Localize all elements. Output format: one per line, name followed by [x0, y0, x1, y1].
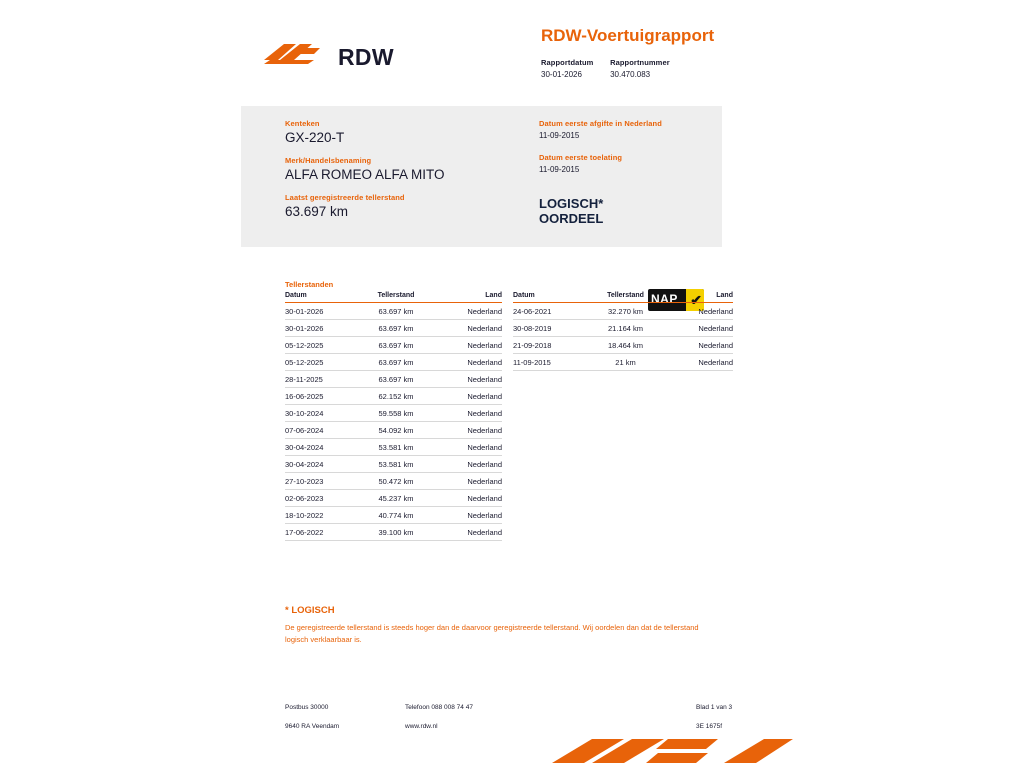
cell-datum: 18-10-2022: [285, 507, 357, 524]
footer-address-line1: Postbus 30000: [285, 704, 329, 711]
cell-tellerstand: 45.237 km: [357, 490, 435, 507]
table-row: [285, 524, 502, 541]
kenteken-label: Kenteken: [285, 119, 320, 128]
cell-tellerstand: 53.581 km: [357, 456, 435, 473]
col-land: Land: [435, 292, 502, 303]
cell-tellerstand: 63.697 km: [357, 371, 435, 388]
cell-datum: 16-06-2025: [285, 388, 357, 405]
meta-rapportnummer-value: 30.470.083: [610, 70, 651, 79]
cell-tellerstand: 63.697 km: [357, 337, 435, 354]
meta-rapportnummer: [610, 58, 740, 79]
cell-datum: 05-12-2025: [285, 337, 357, 354]
kenteken-value: GX-220-T: [285, 130, 345, 145]
cell-land: Nederland: [435, 303, 502, 320]
footnote-title: * LOGISCH: [285, 605, 335, 616]
verdict-line-2: OORDEEL: [539, 210, 604, 226]
table-row: [285, 303, 502, 320]
check-icon: ✔: [690, 292, 702, 308]
cell-tellerstand: 63.697 km: [357, 354, 435, 371]
cell-tellerstand: 53.581 km: [357, 439, 435, 456]
cell-land: Nederland: [435, 371, 502, 388]
cell-datum: 17-06-2022: [285, 524, 357, 541]
cell-datum: 30-04-2024: [285, 456, 357, 473]
cell-land: Nederland: [435, 439, 502, 456]
mileage-table-left: [285, 292, 502, 541]
merk-value: ALFA ROMEO ALFA MITO: [285, 166, 445, 182]
cell-tellerstand: 32.270 km: [586, 303, 665, 320]
summary-right-column: [539, 119, 729, 227]
eerste-toelating-label: Datum eerste toelating: [539, 153, 623, 163]
footer-website[interactable]: www.rdw.nl: [405, 723, 438, 730]
cell-land: Nederland: [435, 456, 502, 473]
page-title: RDW-Voertuigrapport: [541, 26, 715, 45]
meta-rapportnummer-label: Rapportnummer: [610, 58, 670, 67]
cell-datum: 30-01-2026: [285, 303, 357, 320]
cell-land: Nederland: [435, 354, 502, 371]
cell-datum: 24-06-2021: [513, 303, 586, 320]
cell-land: Nederland: [435, 337, 502, 354]
eerste-toelating-value: 11-09-2015: [539, 165, 580, 175]
table-row: [285, 456, 502, 473]
eerste-afgifte-value: 11-09-2015: [539, 131, 580, 140]
col-tellerstand: Tellerstand: [586, 292, 665, 303]
table-row: [285, 507, 502, 524]
table-row: [285, 490, 502, 507]
eerste-afgifte-label: Datum eerste afgifte in Nederland: [539, 119, 662, 128]
tellerstand-label: Laatst geregistreerde tellerstand: [285, 192, 405, 202]
cell-datum: 30-10-2024: [285, 405, 357, 422]
table-row: [285, 405, 502, 422]
page-footer: [0, 700, 1024, 740]
table-row: [285, 371, 502, 388]
cell-land: Nederland: [665, 337, 733, 354]
cell-land: Nederland: [665, 320, 733, 337]
rdw-logo-text: RDW: [338, 44, 394, 70]
table-row: [285, 320, 502, 337]
cell-land: Nederland: [435, 507, 502, 524]
cell-land: Nederland: [435, 422, 502, 439]
cell-land: Nederland: [665, 354, 733, 371]
col-datum: Datum: [285, 292, 357, 303]
table-row: [285, 337, 502, 354]
cell-tellerstand: 50.472 km: [357, 473, 435, 490]
cell-land: Nederland: [435, 524, 502, 541]
cell-datum: 28-11-2025: [285, 371, 357, 388]
nap-badge-label: NAP: [651, 292, 678, 306]
rdw-swoosh-icon: [262, 38, 328, 68]
cell-tellerstand: 62.152 km: [357, 388, 435, 405]
table-row: [285, 473, 502, 490]
cell-datum: 07-06-2024: [285, 422, 357, 439]
cell-land: Nederland: [435, 405, 502, 422]
cell-land: Nederland: [435, 473, 502, 490]
cell-datum: 30-01-2026: [285, 320, 357, 337]
table-row: [285, 439, 502, 456]
table-row: [513, 320, 733, 337]
cell-datum: 30-04-2024: [285, 439, 357, 456]
table-row: [513, 303, 733, 320]
cell-land: Nederland: [665, 303, 733, 320]
tellerstand-value: 63.697 km: [285, 203, 349, 219]
table-row: [285, 422, 502, 439]
cell-tellerstand: 63.697 km: [357, 320, 435, 337]
cell-datum: 02-06-2023: [285, 490, 357, 507]
footer-page-number: Blad 1 van 3: [696, 704, 733, 711]
cell-tellerstand: 39.100 km: [357, 524, 435, 541]
cell-tellerstand: 40.774 km: [357, 507, 435, 524]
footnote-body: De geregistreerde tellerstand is steeds hoger dan de daarvoor geregistreerde tellerstand. Wij oordelen dan dat de tellerstand logisch verklaarbaar is.: [285, 623, 699, 644]
cell-tellerstand: 59.558 km: [357, 405, 435, 422]
cell-tellerstand: 63.697 km: [357, 303, 435, 320]
col-land: Land: [665, 292, 733, 303]
cell-tellerstand: 18.464 km: [586, 337, 665, 354]
verdict-line-1: LOGISCH*: [539, 195, 604, 211]
meta-rapportdatum-value: 30-01-2026: [541, 70, 582, 79]
cell-datum: 11-09-2015: [513, 354, 586, 371]
table-header-row: [285, 292, 502, 303]
col-tellerstand: Tellerstand: [357, 292, 435, 303]
footer-phone: Telefoon 088 008 74 47: [405, 704, 473, 711]
summary-left-column: [285, 119, 515, 230]
cell-datum: 27-10-2023: [285, 473, 357, 490]
table-row: [285, 388, 502, 405]
cell-land: Nederland: [435, 490, 502, 507]
cell-tellerstand: 54.092 km: [357, 422, 435, 439]
footer-form-code: 3E 1675f: [696, 723, 723, 730]
cell-datum: 21-09-2018: [513, 337, 586, 354]
cell-tellerstand: 21 km: [586, 354, 665, 371]
report-meta: [541, 58, 841, 79]
merk-label: Merk/Handelsbenaming: [285, 155, 372, 165]
footer-pagination: [696, 704, 732, 730]
verdict-text: [539, 197, 649, 227]
mileage-section-title: Tellerstanden: [285, 280, 334, 289]
table-row: [513, 354, 733, 371]
meta-rapportdatum-label: Rapportdatum: [541, 58, 594, 67]
cell-land: Nederland: [435, 320, 502, 337]
rdw-footer-swoosh-icon: [548, 735, 793, 769]
mileage-table-right: [513, 292, 733, 371]
cell-datum: 30-08-2019: [513, 320, 586, 337]
rdw-logo: [262, 24, 502, 72]
meta-rapportdatum: [541, 58, 608, 79]
table-row: [513, 337, 733, 354]
cell-land: Nederland: [435, 388, 502, 405]
cell-tellerstand: 21.164 km: [586, 320, 665, 337]
table-header-row: [513, 292, 733, 303]
col-datum: Datum: [513, 292, 586, 303]
footer-address-line2: 9640 RA Veendam: [285, 723, 340, 730]
footer-address: [285, 704, 339, 730]
footer-contact: [405, 704, 473, 730]
table-row: [285, 354, 502, 371]
cell-datum: 05-12-2025: [285, 354, 357, 371]
